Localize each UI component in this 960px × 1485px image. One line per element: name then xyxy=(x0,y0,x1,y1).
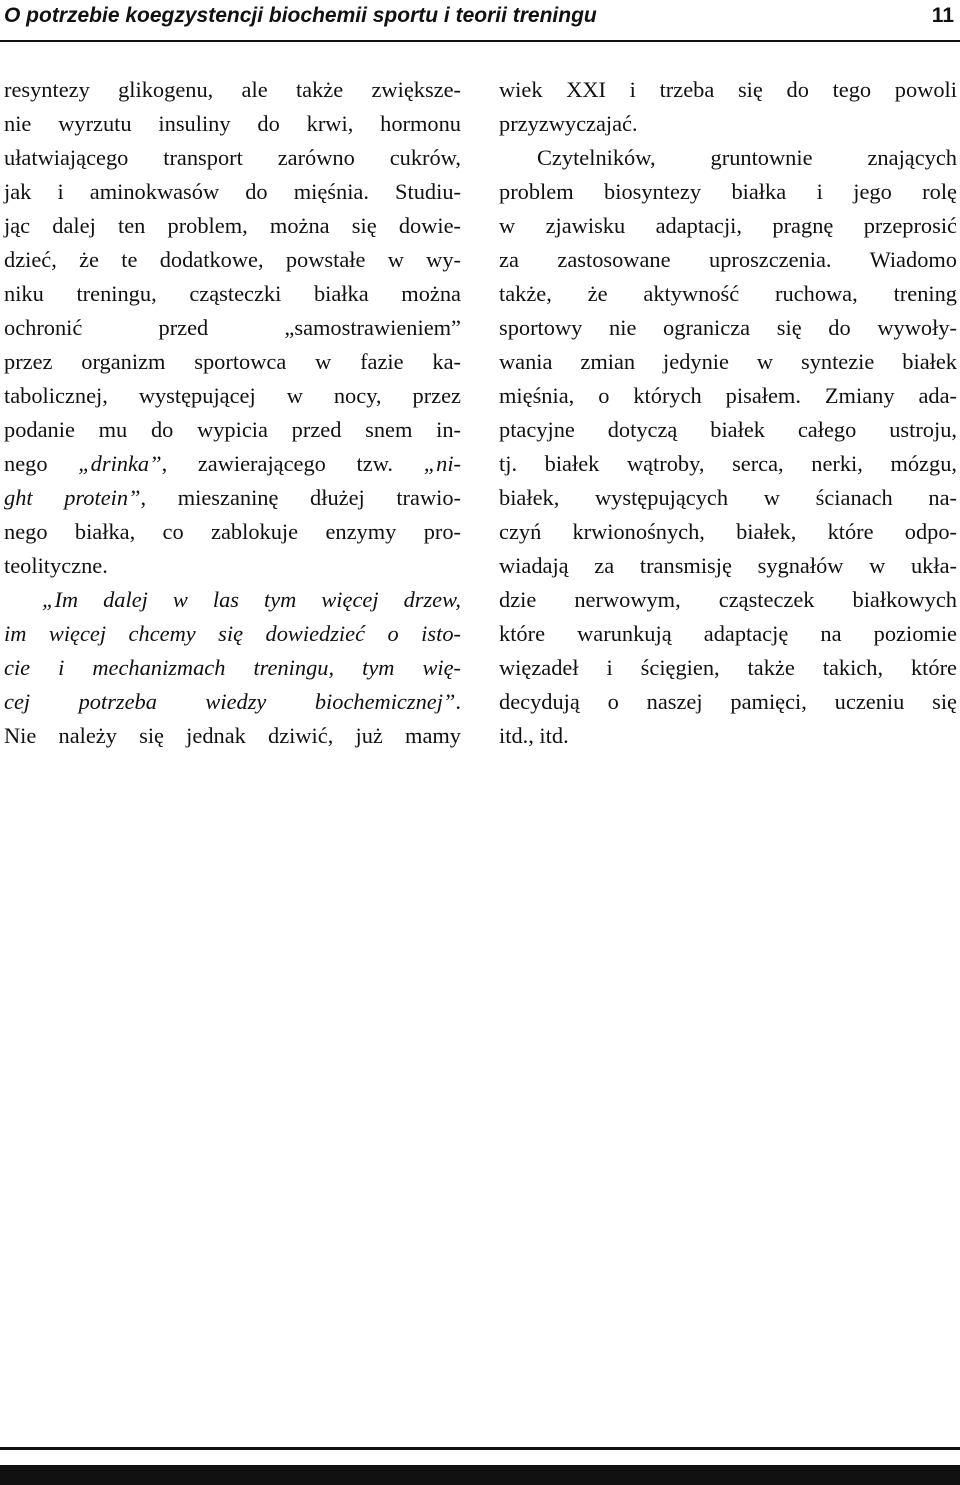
text-run: , zawierającego tzw. xyxy=(161,451,424,476)
text-line: problem biosyntezy białka i jego rolę xyxy=(499,179,957,204)
text-run: „drinka” xyxy=(78,451,162,476)
text-line: im więcej chcemy się dowiedzieć o isto- xyxy=(4,621,461,646)
text-line: resyntezy glikogenu, ale także zwiększe- xyxy=(4,77,461,102)
text-line: tabolicznej, występującej w nocy, przez xyxy=(4,383,461,408)
right-text-column xyxy=(499,73,957,753)
text-line: niku treningu, cząsteczki białka można xyxy=(4,281,461,306)
text-line xyxy=(4,481,461,515)
text-line: czyń krwionośnych, białek, które odpo- xyxy=(499,519,957,544)
text-line: które warunkują adaptację na poziomie xyxy=(499,621,957,646)
text-line: jąc dalej ten problem, można się dowie- xyxy=(4,213,461,238)
text-run: „ni- xyxy=(423,451,462,476)
text-line xyxy=(4,685,461,719)
footer-rule-thick xyxy=(0,1465,960,1485)
text-line: mięśnia, o których pisałem. Zmiany ada- xyxy=(499,383,957,408)
text-run: , mieszaninę dłużej trawio- xyxy=(140,485,461,510)
text-line: przyzwyczajać. xyxy=(499,111,638,136)
text-line xyxy=(4,447,461,481)
text-run: . xyxy=(455,689,461,714)
text-line: nie wyrzutu insuliny do krwi, hormonu xyxy=(4,111,461,136)
text-line: ułatwiającego transport zarówno cukrów, xyxy=(4,145,461,170)
text-line: za zastosowane uproszczenia. Wiadomo xyxy=(499,247,957,272)
text-line: ochronić przed „samostrawieniem” xyxy=(4,315,461,340)
text-line: ptacyjne dotyczą białek całego ustroju, xyxy=(499,417,957,442)
text-line: białek, występujących w ścianach na- xyxy=(499,485,957,510)
text-line: decydują o naszej pamięci, uczeniu się xyxy=(499,689,957,714)
header-rule xyxy=(0,40,960,42)
text-line: dzie nerwowym, cząsteczek białkowych xyxy=(499,587,957,612)
text-line: Nie należy się jednak dziwić, już mamy xyxy=(4,723,461,748)
text-line: wiek XXI i trzeba się do tego powoli xyxy=(499,77,957,102)
text-line: sportowy nie ogranicza się do wywoły- xyxy=(499,315,957,340)
text-line: przez organizm sportowca w fazie ka- xyxy=(4,349,461,374)
left-text-column xyxy=(4,73,461,753)
text-line: podanie mu do wypicia przed snem in- xyxy=(4,417,461,442)
text-line: cie i mechanizmach treningu, tym wię- xyxy=(4,655,461,680)
running-header xyxy=(4,2,956,30)
text-run: cej potrzeba wiedzy biochemicznej” xyxy=(4,689,456,714)
text-line: itd., itd. xyxy=(499,723,569,748)
text-line: tj. białek wątroby, serca, nerki, mózgu, xyxy=(499,451,957,476)
text-line: „Im dalej w las tym więcej drzew, xyxy=(42,587,461,612)
text-run: nego xyxy=(4,451,79,476)
text-line: także, że aktywność ruchowa, trening xyxy=(499,281,957,306)
footer-rule-thin xyxy=(0,1447,960,1450)
text-line: wiadają za transmisję sygnałów w ukła- xyxy=(499,553,957,578)
text-line: w zjawisku adaptacji, pragnę przeprosić xyxy=(499,213,957,238)
page-number: 11 xyxy=(931,4,954,27)
text-line: nego białka, co zablokuje enzymy pro- xyxy=(4,519,461,544)
text-run: ght protein” xyxy=(4,485,141,510)
text-line: jak i aminokwasów do mięśnia. Studiu- xyxy=(4,179,461,204)
text-line: teolityczne. xyxy=(4,553,108,578)
text-line: więzadeł i ścięgien, także takich, które xyxy=(499,655,957,680)
text-line: Czytelników, gruntownie znających xyxy=(537,145,957,170)
text-line: dzieć, że te dodatkowe, powstałe w wy- xyxy=(4,247,461,272)
text-line: wania zmian jedynie w syntezie białek xyxy=(499,349,957,374)
running-header-title: O potrzebie koegzystencji biochemii sportu i teorii treningu xyxy=(4,4,597,27)
